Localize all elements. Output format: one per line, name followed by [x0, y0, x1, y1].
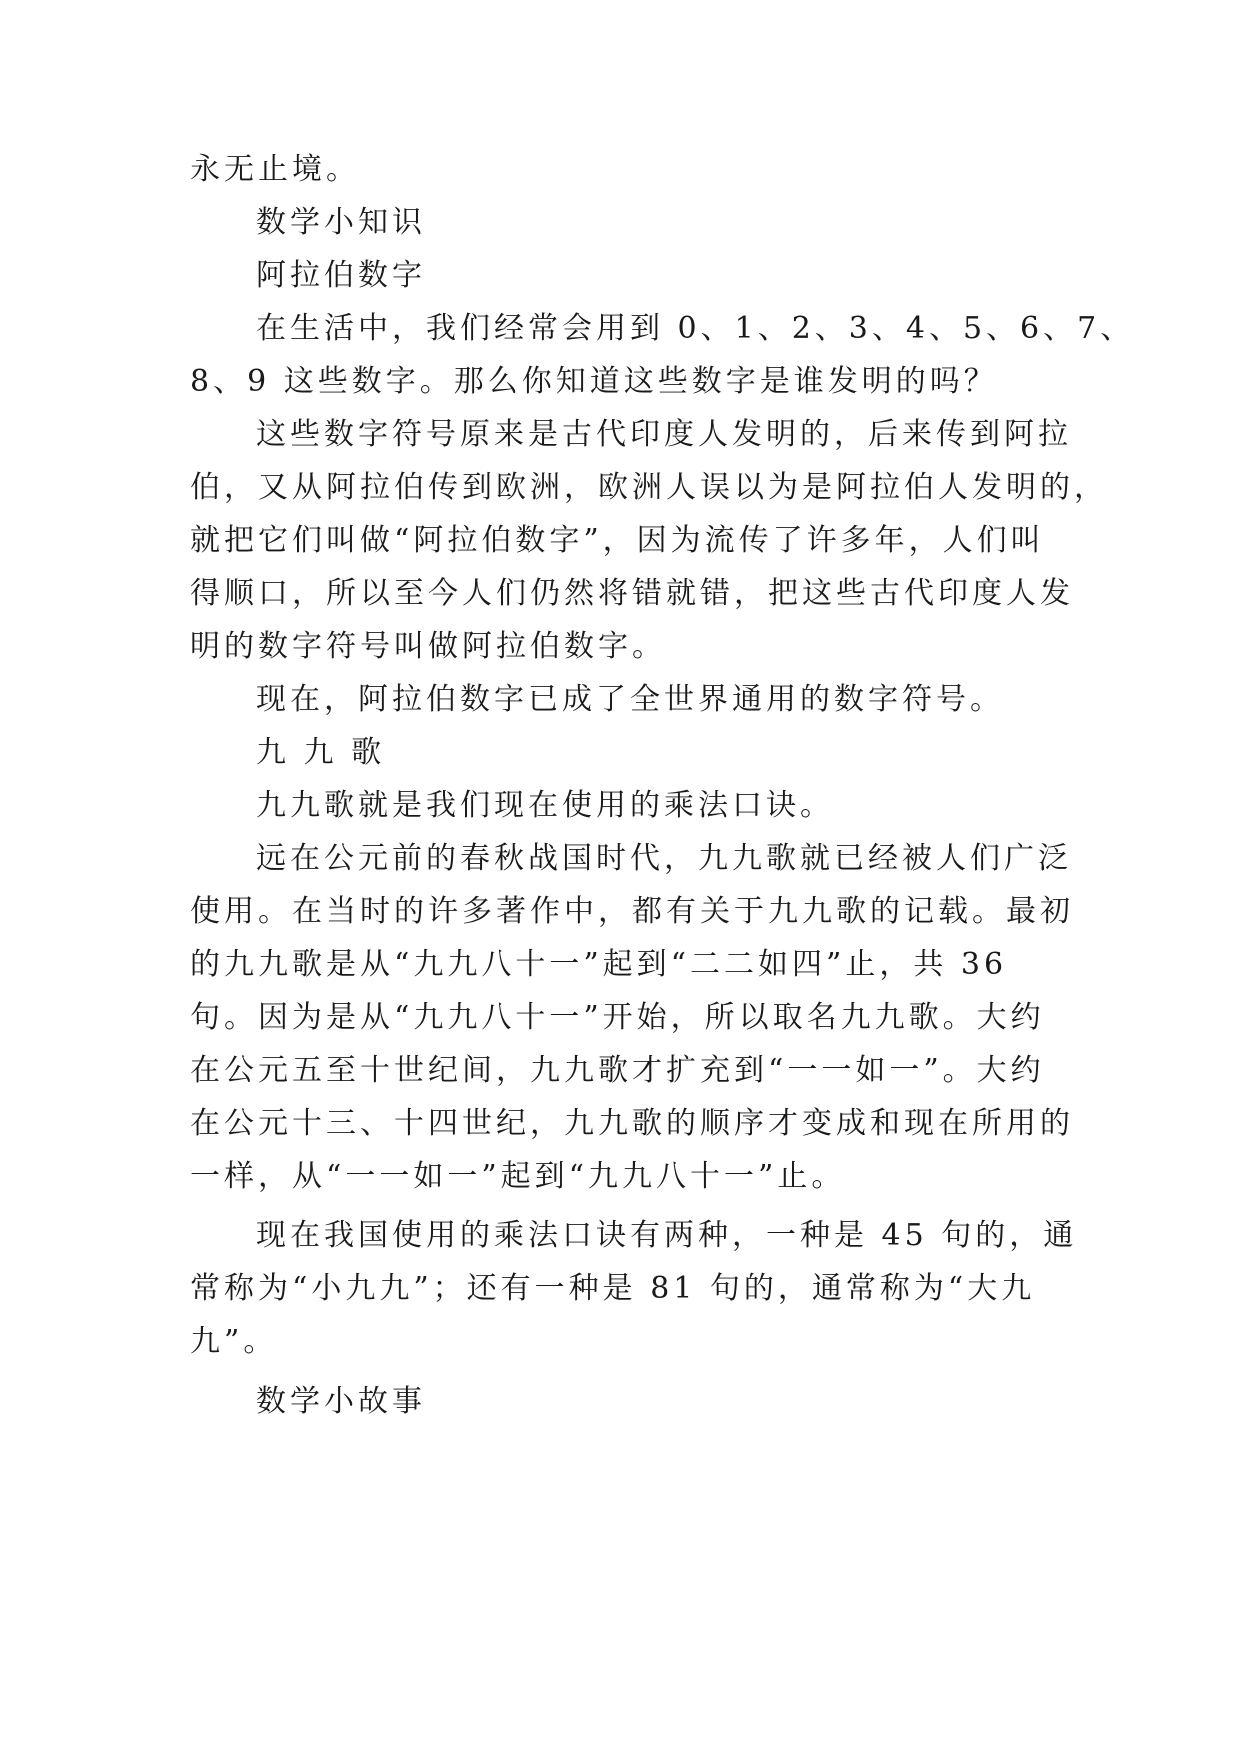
subsection-heading: 阿拉伯数字 [256, 258, 426, 293]
text-line: 远在公元前的春秋战国时代，九九歌就已经被人们广泛 [256, 841, 1072, 876]
section-heading: 数学小知识 [256, 205, 426, 240]
text-line: 在生活中，我们经常会用到 0、1、2、3、4、5、6、7、 [256, 311, 1135, 346]
text-line: 九”。 [190, 1324, 278, 1359]
text-line: 使用。在当时的许多著作中，都有关于九九歌的记载。最初 [190, 894, 1074, 929]
text-line: 在公元十三、十四世纪，九九歌的顺序才变成和现在所用的 [190, 1106, 1074, 1141]
text-line: 现在我国使用的乘法口诀有两种，一种是 45 句的，通 [256, 1218, 1078, 1253]
text-line: 8、9 这些数字。那么你知道这些数字是谁发明的吗？ [190, 364, 998, 399]
subsection-heading: 九 九 歌 [256, 735, 386, 770]
text-line: 永无止境。 [190, 152, 360, 187]
text-line: 现在，阿拉伯数字已成了全世界通用的数字符号。 [256, 682, 1004, 717]
text-line: 在公元五至十世纪间，九九歌才扩充到“一一如一”。大约 [190, 1053, 1045, 1088]
text-line: 的九九歌是从“九九八十一”起到“二二如四”止，共 36 [190, 947, 1008, 982]
text-line: 得顺口，所以至今人们仍然将错就错，把这些古代印度人发 [190, 576, 1074, 611]
text-line: 常称为“小九九”；还有一种是 81 句的，通常称为“大九 [190, 1271, 1036, 1306]
text-line: 这些数字符号原来是古代印度人发明的，后来传到阿拉 [256, 417, 1072, 452]
text-line: 明的数字符号叫做阿拉伯数字。 [190, 629, 666, 664]
text-line: 伯，又从阿拉伯传到欧洲，欧洲人误以为是阿拉伯人发明的， [190, 470, 1108, 505]
text-line: 就把它们叫做“阿拉伯数字”，因为流传了许多年，人们叫 [190, 523, 1045, 558]
section-heading: 数学小故事 [256, 1384, 426, 1419]
text-line: 一样，从“一一如一”起到“九九八十一”止。 [190, 1159, 846, 1194]
text-line: 句。因为是从“九九八十一”开始，所以取名九九歌。大约 [190, 1000, 1045, 1035]
text-line: 九九歌就是我们现在使用的乘法口诀。 [256, 788, 834, 823]
